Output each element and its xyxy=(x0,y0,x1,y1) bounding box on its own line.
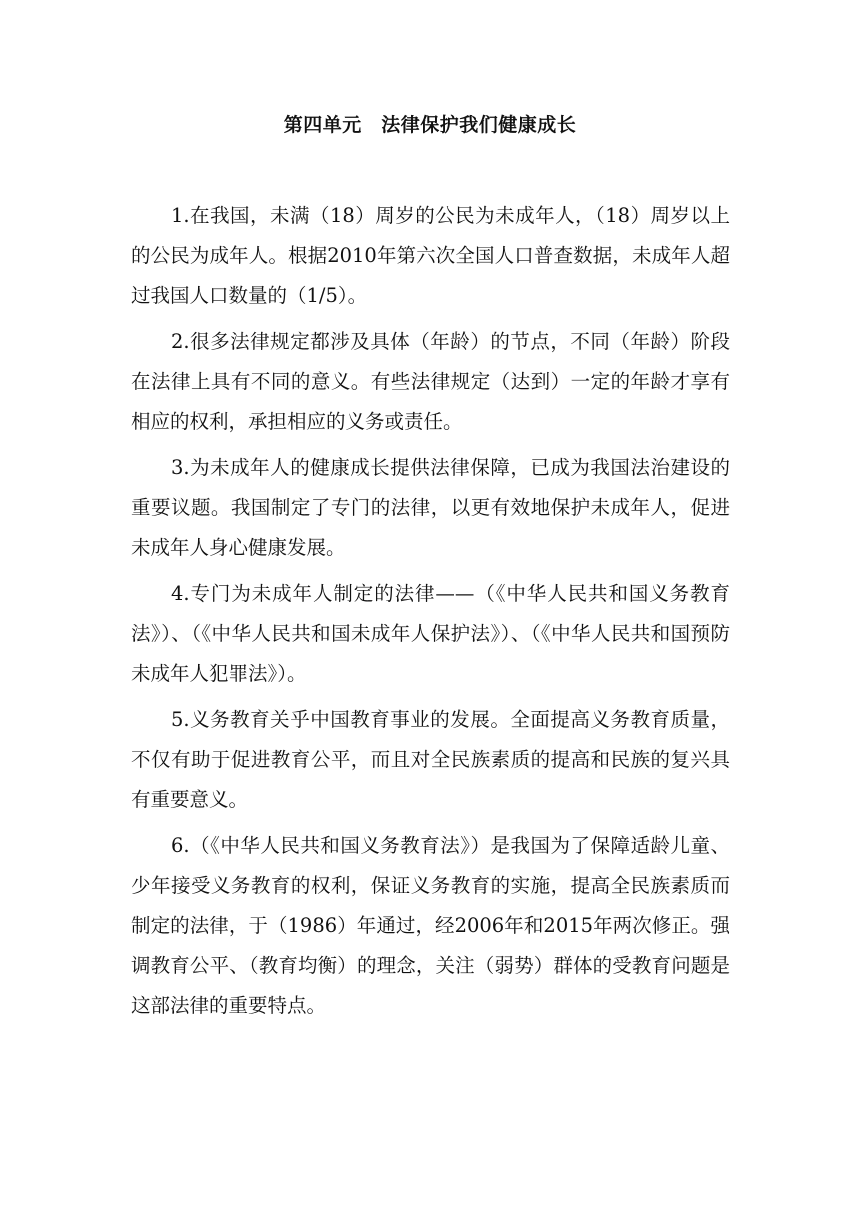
paragraph-6: 6.（《中华人民共和国义务教育法》）是我国为了保障适龄儿童、少年接受义务教育的权利，保证义务教育的实施，提高全民族素质而制定的法律，于（1986）年通过，经2006年和2015年两次修正。强调教育公平、（教育均衡）的理念，关注（弱势）群体的受教育问题是这部法律的重要特点。 xyxy=(131,834,730,1017)
page-title: 第四单元 法律保护我们健康成长 xyxy=(283,114,577,136)
document-body xyxy=(131,196,730,1032)
paragraph-4: 4.专门为未成年人制定的法律——（《中华人民共和国义务教育法》）、（《中华人民共和国未成年人保护法》）、（《中华人民共和国预防未成年人犯罪法》）。 xyxy=(131,582,730,685)
paragraph-3: 3.为未成年人的健康成长提供法律保障，已成为我国法治建设的重要议题。我国制定了专门的法律，以更有效地保护未成年人，促进未成年人身心健康发展。 xyxy=(131,456,730,559)
paragraph-1: 1.在我国，未满（18）周岁的公民为未成年人，（18）周岁以上的公民为成年人。根据2010年第六次全国人口普查数据，未成年人超过我国人口数量的（1/5）。 xyxy=(131,204,730,307)
paragraph-5: 5.义务教育关乎中国教育事业的发展。全面提高义务教育质量，不仅有助于促进教育公平，而且对全民族素质的提高和民族的复兴具有重要意义。 xyxy=(131,708,730,811)
paragraph-2: 2.很多法律规定都涉及具体（年龄）的节点，不同（年龄）阶段在法律上具有不同的意义。有些法律规定（达到）一定的年龄才享有相应的权利，承担相应的义务或责任。 xyxy=(131,330,730,433)
